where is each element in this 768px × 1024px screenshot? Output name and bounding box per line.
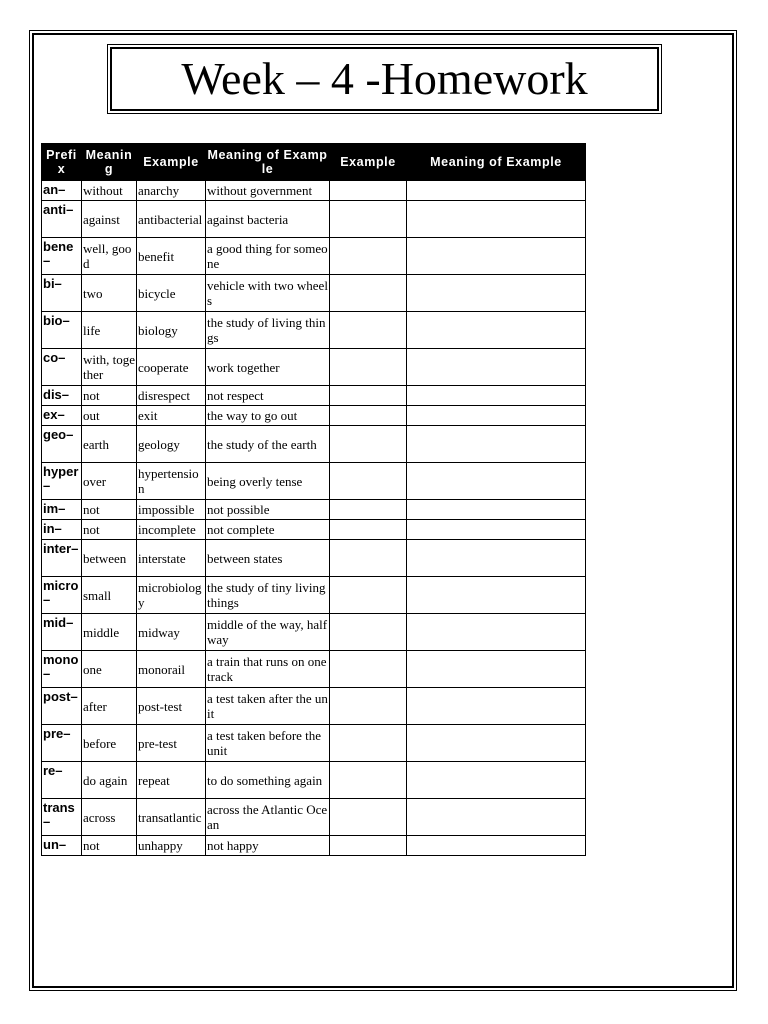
meaning-cell: out (82, 406, 137, 426)
meaning-of-example-cell: not happy (206, 836, 330, 856)
example-2-cell (330, 688, 407, 725)
prefix-cell: in– (42, 520, 82, 540)
meaning-of-example-cell: between states (206, 540, 330, 577)
prefix-cell: bio– (42, 312, 82, 349)
prefix-cell: post– (42, 688, 82, 725)
header-prefix: Prefix (42, 144, 82, 181)
table-row (42, 540, 586, 577)
meaning-cell: before (82, 725, 137, 762)
table-row (42, 500, 586, 520)
meaning-of-example-2-cell (407, 799, 586, 836)
prefix-cell: dis– (42, 386, 82, 406)
prefix-cell: bi– (42, 275, 82, 312)
example-cell: midway (137, 614, 206, 651)
meaning-of-example-cell: the way to go out (206, 406, 330, 426)
prefix-cell: mid– (42, 614, 82, 651)
meaning-of-example-2-cell (407, 500, 586, 520)
meaning-of-example-2-cell (407, 463, 586, 500)
example-cell: biology (137, 312, 206, 349)
meaning-of-example-cell: the study of living things (206, 312, 330, 349)
table-row (42, 238, 586, 275)
meaning-of-example-2-cell (407, 349, 586, 386)
example-cell: geology (137, 426, 206, 463)
meaning-cell: after (82, 688, 137, 725)
table-row (42, 426, 586, 463)
example-2-cell (330, 577, 407, 614)
prefix-cell: hyper– (42, 463, 82, 500)
meaning-of-example-2-cell (407, 181, 586, 201)
example-2-cell (330, 500, 407, 520)
meaning-of-example-cell: a train that runs on one track (206, 651, 330, 688)
meaning-cell: over (82, 463, 137, 500)
table-row (42, 386, 586, 406)
header-example-2: Example (330, 144, 407, 181)
meaning-cell: middle (82, 614, 137, 651)
example-cell: hypertension (137, 463, 206, 500)
meaning-of-example-cell: against bacteria (206, 201, 330, 238)
prefix-cell: pre– (42, 725, 82, 762)
meaning-of-example-2-cell (407, 725, 586, 762)
meaning-of-example-2-cell (407, 406, 586, 426)
example-cell: exit (137, 406, 206, 426)
example-cell: bicycle (137, 275, 206, 312)
example-2-cell (330, 463, 407, 500)
table-row (42, 181, 586, 201)
example-cell: disrespect (137, 386, 206, 406)
example-2-cell (330, 725, 407, 762)
table-row (42, 275, 586, 312)
example-cell: monorail (137, 651, 206, 688)
meaning-cell: without (82, 181, 137, 201)
meaning-of-example-2-cell (407, 386, 586, 406)
example-2-cell (330, 386, 407, 406)
meaning-of-example-2-cell (407, 520, 586, 540)
meaning-cell: across (82, 799, 137, 836)
meaning-of-example-2-cell (407, 312, 586, 349)
example-2-cell (330, 651, 407, 688)
example-cell: microbiology (137, 577, 206, 614)
page-title: Week – 4 -Homework (181, 53, 588, 104)
meaning-of-example-cell: not complete (206, 520, 330, 540)
example-cell: interstate (137, 540, 206, 577)
example-cell: post-test (137, 688, 206, 725)
prefix-cell: anti– (42, 201, 82, 238)
example-cell: benefit (137, 238, 206, 275)
prefix-cell: geo– (42, 426, 82, 463)
table-row (42, 520, 586, 540)
header-meaning: Meaning (82, 144, 137, 181)
prefix-cell: ex– (42, 406, 82, 426)
table-row (42, 725, 586, 762)
meaning-cell: do again (82, 762, 137, 799)
header-meaning-of-example-2: Meaning of Example (407, 144, 586, 181)
example-2-cell (330, 275, 407, 312)
meaning-of-example-2-cell (407, 201, 586, 238)
meaning-cell: against (82, 201, 137, 238)
meaning-of-example-2-cell (407, 688, 586, 725)
meaning-of-example-cell: work together (206, 349, 330, 386)
meaning-of-example-cell: being overly tense (206, 463, 330, 500)
meaning-of-example-cell: middle of the way, half way (206, 614, 330, 651)
meaning-of-example-cell: not respect (206, 386, 330, 406)
meaning-of-example-cell: the study of tiny living things (206, 577, 330, 614)
meaning-of-example-2-cell (407, 426, 586, 463)
meaning-cell: earth (82, 426, 137, 463)
meaning-of-example-cell: vehicle with two wheels (206, 275, 330, 312)
meaning-of-example-2-cell (407, 651, 586, 688)
prefix-table (41, 143, 586, 856)
meaning-cell: not (82, 500, 137, 520)
example-cell: anarchy (137, 181, 206, 201)
example-2-cell (330, 238, 407, 275)
meaning-cell: small (82, 577, 137, 614)
meaning-of-example-2-cell (407, 762, 586, 799)
table-row (42, 688, 586, 725)
meaning-of-example-2-cell (407, 238, 586, 275)
example-2-cell (330, 426, 407, 463)
table-row (42, 762, 586, 799)
meaning-of-example-2-cell (407, 540, 586, 577)
example-2-cell (330, 762, 407, 799)
example-2-cell (330, 181, 407, 201)
meaning-of-example-2-cell (407, 836, 586, 856)
meaning-cell: well, good (82, 238, 137, 275)
example-cell: repeat (137, 762, 206, 799)
table-row (42, 349, 586, 386)
table-row (42, 312, 586, 349)
prefix-cell: micro– (42, 577, 82, 614)
meaning-of-example-2-cell (407, 614, 586, 651)
prefix-cell: inter– (42, 540, 82, 577)
table-row (42, 201, 586, 238)
table-row (42, 406, 586, 426)
example-cell: antibacterial (137, 201, 206, 238)
table-row (42, 577, 586, 614)
meaning-of-example-cell: a test taken after the unit (206, 688, 330, 725)
meaning-cell: not (82, 836, 137, 856)
prefix-cell: trans– (42, 799, 82, 836)
example-2-cell (330, 520, 407, 540)
example-2-cell (330, 349, 407, 386)
meaning-cell: life (82, 312, 137, 349)
table-row (42, 836, 586, 856)
prefix-cell: an– (42, 181, 82, 201)
meaning-of-example-2-cell (407, 275, 586, 312)
table-row (42, 463, 586, 500)
meaning-of-example-cell: across the Atlantic Ocean (206, 799, 330, 836)
meaning-cell: one (82, 651, 137, 688)
meaning-of-example-cell: a good thing for someone (206, 238, 330, 275)
prefix-cell: re– (42, 762, 82, 799)
example-cell: unhappy (137, 836, 206, 856)
meaning-cell: not (82, 386, 137, 406)
meaning-of-example-2-cell (407, 577, 586, 614)
table-body (42, 181, 586, 856)
table-row (42, 614, 586, 651)
example-2-cell (330, 312, 407, 349)
title-box (110, 47, 659, 111)
example-2-cell (330, 799, 407, 836)
header-example: Example (137, 144, 206, 181)
meaning-of-example-cell: the study of the earth (206, 426, 330, 463)
example-cell: pre-test (137, 725, 206, 762)
example-cell: cooperate (137, 349, 206, 386)
example-cell: impossible (137, 500, 206, 520)
example-2-cell (330, 201, 407, 238)
example-2-cell (330, 540, 407, 577)
prefix-cell: im– (42, 500, 82, 520)
meaning-cell: with, together (82, 349, 137, 386)
meaning-of-example-cell: without government (206, 181, 330, 201)
meaning-cell: not (82, 520, 137, 540)
prefix-cell: mono– (42, 651, 82, 688)
meaning-of-example-cell: not possible (206, 500, 330, 520)
prefix-cell: un– (42, 836, 82, 856)
example-cell: transatlantic (137, 799, 206, 836)
meaning-of-example-cell: a test taken before the unit (206, 725, 330, 762)
table-row (42, 799, 586, 836)
prefix-cell: bene– (42, 238, 82, 275)
header-meaning-of-example: Meaning of Example (206, 144, 330, 181)
example-cell: incomplete (137, 520, 206, 540)
meaning-cell: two (82, 275, 137, 312)
example-2-cell (330, 406, 407, 426)
table-header-row (42, 144, 586, 181)
example-2-cell (330, 614, 407, 651)
meaning-of-example-cell: to do something again (206, 762, 330, 799)
example-2-cell (330, 836, 407, 856)
prefix-cell: co– (42, 349, 82, 386)
table-row (42, 651, 586, 688)
meaning-cell: between (82, 540, 137, 577)
